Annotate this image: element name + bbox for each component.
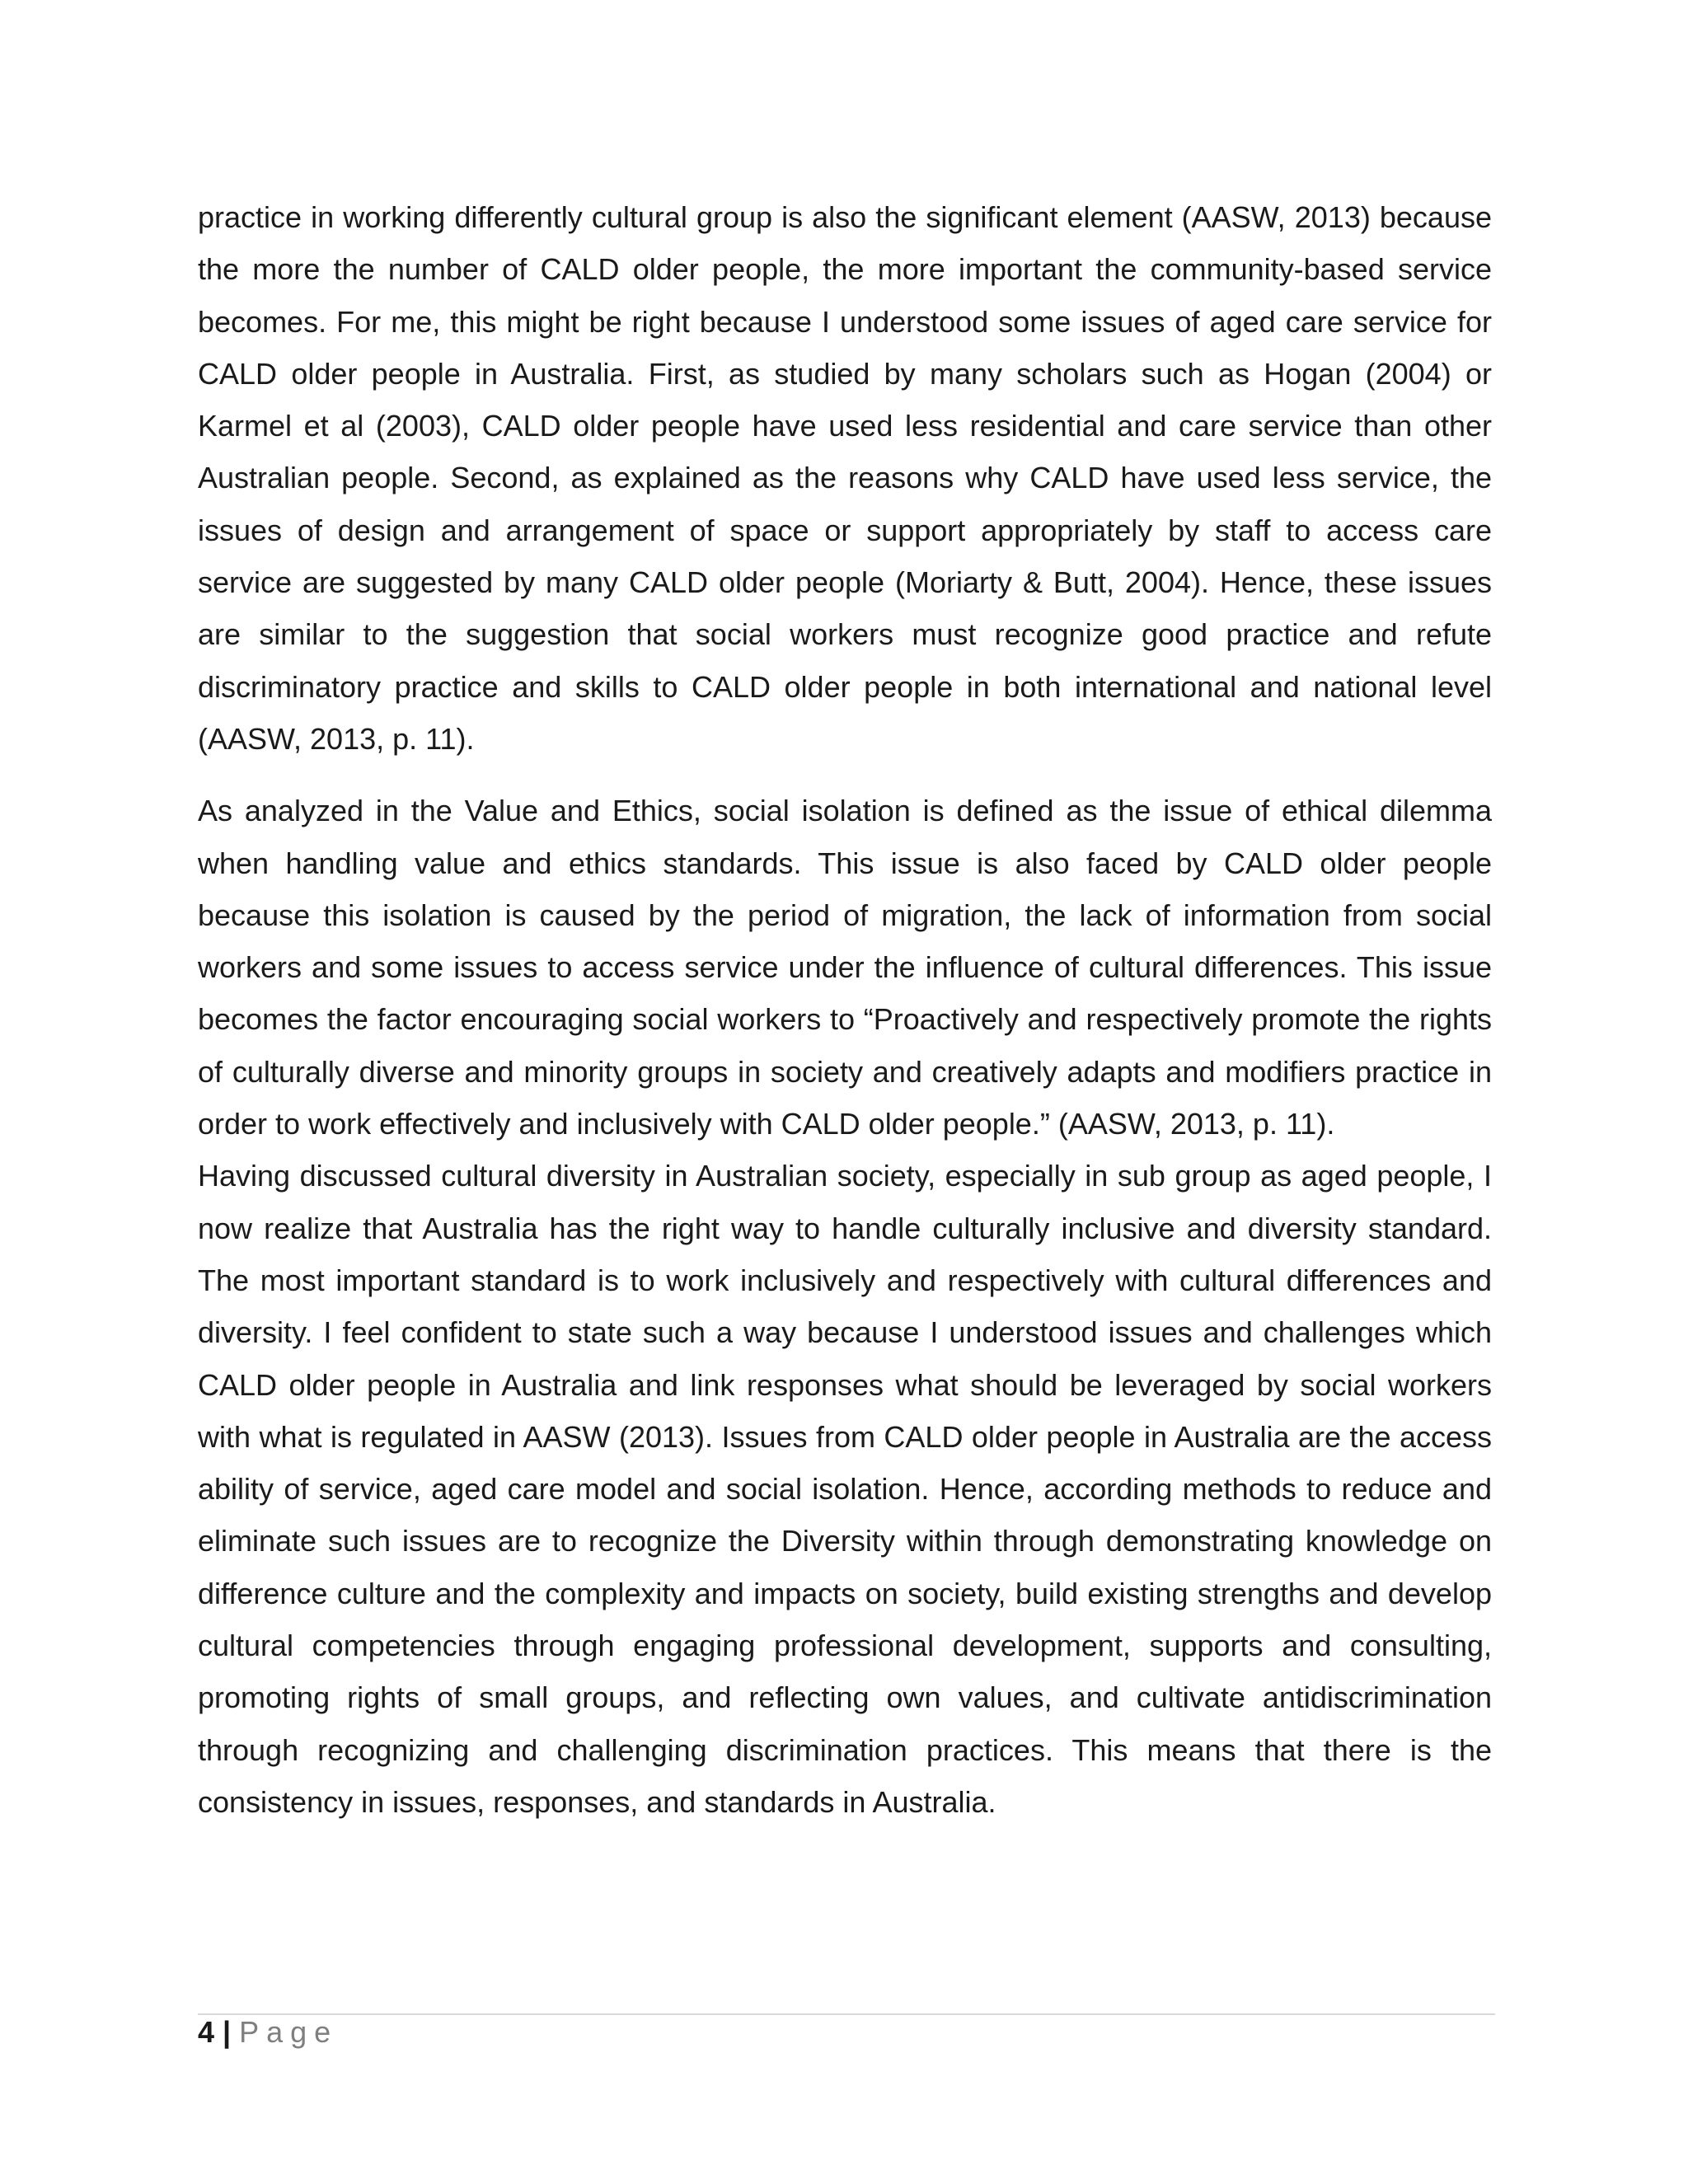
- page-label: Page: [239, 2015, 339, 2049]
- footer-separator: |: [223, 2015, 232, 2049]
- paragraph-1: practice in working differently cultural group is also the significant element (AASW, 2013) because the more the number of CALD older people, the more important the community-based service becomes. For me, this might be right because I understood some issues of aged care service for CALD older people in Australia. First, as studied by many scholars such as Hogan (2004) or Karmel et al (2003), CALD older people have used less residential and care service than other Australian people. Second, as explained as the reasons why CALD have used less service, the issues of design and arrangement of space or support appropriately by staff to access care service are suggested by many CALD older people (Moriarty & Butt, 2004). Hence, these issues are similar to the suggestion that social workers must recognize good practice and refute discriminatory practice and skills to CALD older people in both international and national level (AASW, 2013, p. 11).: [198, 200, 1492, 756]
- body-text: [198, 191, 1492, 1828]
- footer-divider: [198, 2013, 1495, 2015]
- page-number: 4: [198, 2015, 215, 2049]
- paragraph-3: Having discussed cultural diversity in Australian society, especially in sub group as aged people, I now realize that Australia has the right way to handle culturally inclusive and diversity standard. The most important standard is to work inclusively and respectively with cultural differences and diversity. I feel confident to state such a way because I understood issues and challenges which CALD older people in Australia and link responses what should be leveraged by social workers with what is regulated in AASW (2013). Issues from CALD older people in Australia are the access ability of service, aged care model and social isolation. Hence, according methods to reduce and eliminate such issues are to recognize the Diversity within through demonstrating knowledge on difference culture and the complexity and impacts on society, build existing strengths and develop cultural competencies through engaging professional development, supports and consulting, promoting rights of small groups, and reflecting own values, and cultivate antidiscrimination through recognizing and challenging discrimination practices. This means that there is the consistency in issues, responses, and standards in Australia.: [198, 1159, 1492, 1819]
- page-footer: [198, 2013, 338, 2052]
- paragraph-2: As analyzed in the Value and Ethics, social isolation is defined as the issue of ethical dilemma when handling value and ethics standards. This issue is also faced by CALD older people because this isolation is caused by the period of migration, the lack of information from social workers and some issues to access service under the influence of cultural differences. This issue becomes the factor encouraging social workers to “Proactively and respectively promote the rights of culturally diverse and minority groups in society and creatively adapts and modifiers practice in order to work effectively and inclusively with CALD older people.” (AASW, 2013, p. 11).: [198, 794, 1492, 1141]
